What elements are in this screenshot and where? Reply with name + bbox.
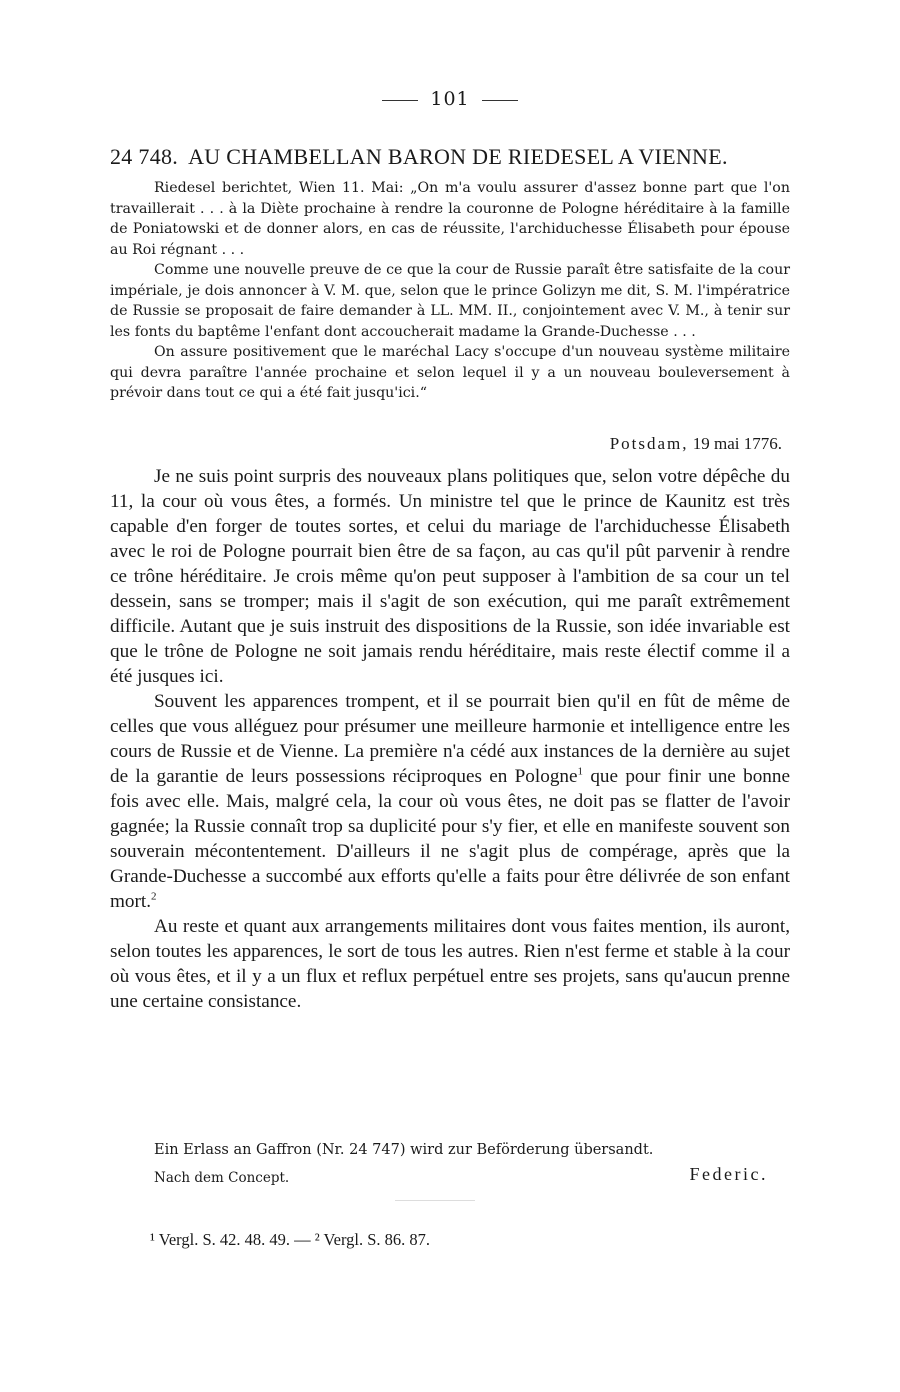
body-paragraph-2-part-b: que pour finir une bonne fois avec elle. Mais, malgré cela, la cour où vous êtes, ne doit pas se flatter de l'avoir gagnée; la Russie connaît trop sa duplicité pour s'y fier, et elle en manifeste souvent son souverain mécontentement. D'ailleurs il ne s'agit plus de compérage, après que la Grande-Duchesse a succombé aux efforts qu'elle a faits pour être délivrée de son enfant mort. [110, 766, 790, 912]
dateline-date: 19 mai 1776. [692, 434, 782, 453]
page-number-rule-right [482, 100, 518, 101]
body-paragraph-1: Je ne suis point surpris des nouveaux plans politiques que, selon votre dépêche du 11, la cour où vous êtes, a formés. Un ministre tel que le prince de Kaunitz est très capable d'en forger de toutes sortes, et celui du mariage de l'archiduchesse Élisabeth avec le roi de Pologne pourrait bien être de sa façon, au cas qu'il pût parvenir à rendre ce trône héréditaire. Je crois même qu'on peut supposer à l'ambition de sa cour un tel dessein, sans se tromper; mais il s'agit de son exécution, qui me paraît extrêmement difficile. Autant que je suis instruit des dispositions de la Russie, son idée invariable est que le trône de Pologne ne soit jamais rendu héréditaire, mais reste électif comme il a été jusques ici. [110, 466, 790, 687]
page-number-text: 101 [430, 88, 470, 110]
summary-paragraph-3: On assure positivement que le maréchal Lacy s'occupe d'un nouveau système militaire qui devra paraître l'année prochaine et selon lequel il y a un nouveau bouleversement à prévoir dans tout ce qui a été fait jusqu'ici.“ [110, 344, 790, 401]
footnote-ref-2: 2 [151, 890, 157, 903]
body-paragraph-3: Au reste et quant aux arrangements militaires dont vous faites mention, ils auront, selon toutes les apparences, le sort de tous les autres. Rien n'est ferme et stable à la cour où vous êtes, et il y a un flux et reflux perpétuel entre ses projets, sans qu'aucun prenne une certaine consistance. [110, 916, 790, 1012]
footnote-ref-1: 1 [577, 765, 584, 778]
dateline [110, 434, 782, 454]
page-number-rule-left [382, 100, 418, 101]
dateline-place: Potsdam, [609, 434, 689, 453]
summary-paragraph-1: Riedesel berichtet, Wien 11. Mai: „On m'a voulu assurer d'assez bonne part que l'on travaillerait . . . à la Diète prochaine à rendre la couronne de Pologne héréditaire à la famille de Poniatowski et de donner alors, en cas de réussite, l'archiduchesse Élisabeth pour épouse au Roi régnant . . . [110, 180, 790, 258]
body-paragraph-2-part-a: Souvent les apparences trompent, et il se pourrait bien qu'il en fût de même de celles que vous alléguez pour présumer une meilleure harmonie et intelligence entre les cours de Russie et de Vienne. La première n'a cédé aux instances de la dernière au sujet de la garantie de leurs possessions réciproques en Pologne [110, 691, 790, 787]
letter-heading [110, 144, 800, 170]
body-paragraph-2 [110, 689, 790, 914]
footnote-separator [395, 1200, 475, 1201]
page-number [0, 88, 900, 110]
source-note: Nach dem Concept. [154, 1170, 290, 1186]
report-summary [110, 178, 790, 404]
letter-title: AU CHAMBELLAN BARON DE RIEDESEL A VIENNE. [188, 144, 728, 169]
summary-paragraph-2: Comme une nouvelle preuve de ce que la cour de Russie paraît être satisfaite de la cour impériale, je dois annoncer à V. M. que, selon que le prince Golizyn me dit, S. M. l'impératrice de Russie se proposait de faire demander à LL. MM. II., conjointement avec V. M., à tenir sur les fonts du baptême l'enfant dont accoucherait madame la Grande-Duchesse . . . [110, 262, 790, 340]
editorial-note: Ein Erlass an Gaffron (Nr. 24 747) wird zur Beförderung übersandt. [154, 1142, 654, 1158]
footnotes: ¹ Vergl. S. 42. 48. 49. — ² Vergl. S. 86. 87. [150, 1230, 431, 1249]
signature: Federic. [689, 1164, 768, 1184]
letter-number: 24 748. [110, 144, 179, 169]
letter-body [110, 464, 790, 1014]
